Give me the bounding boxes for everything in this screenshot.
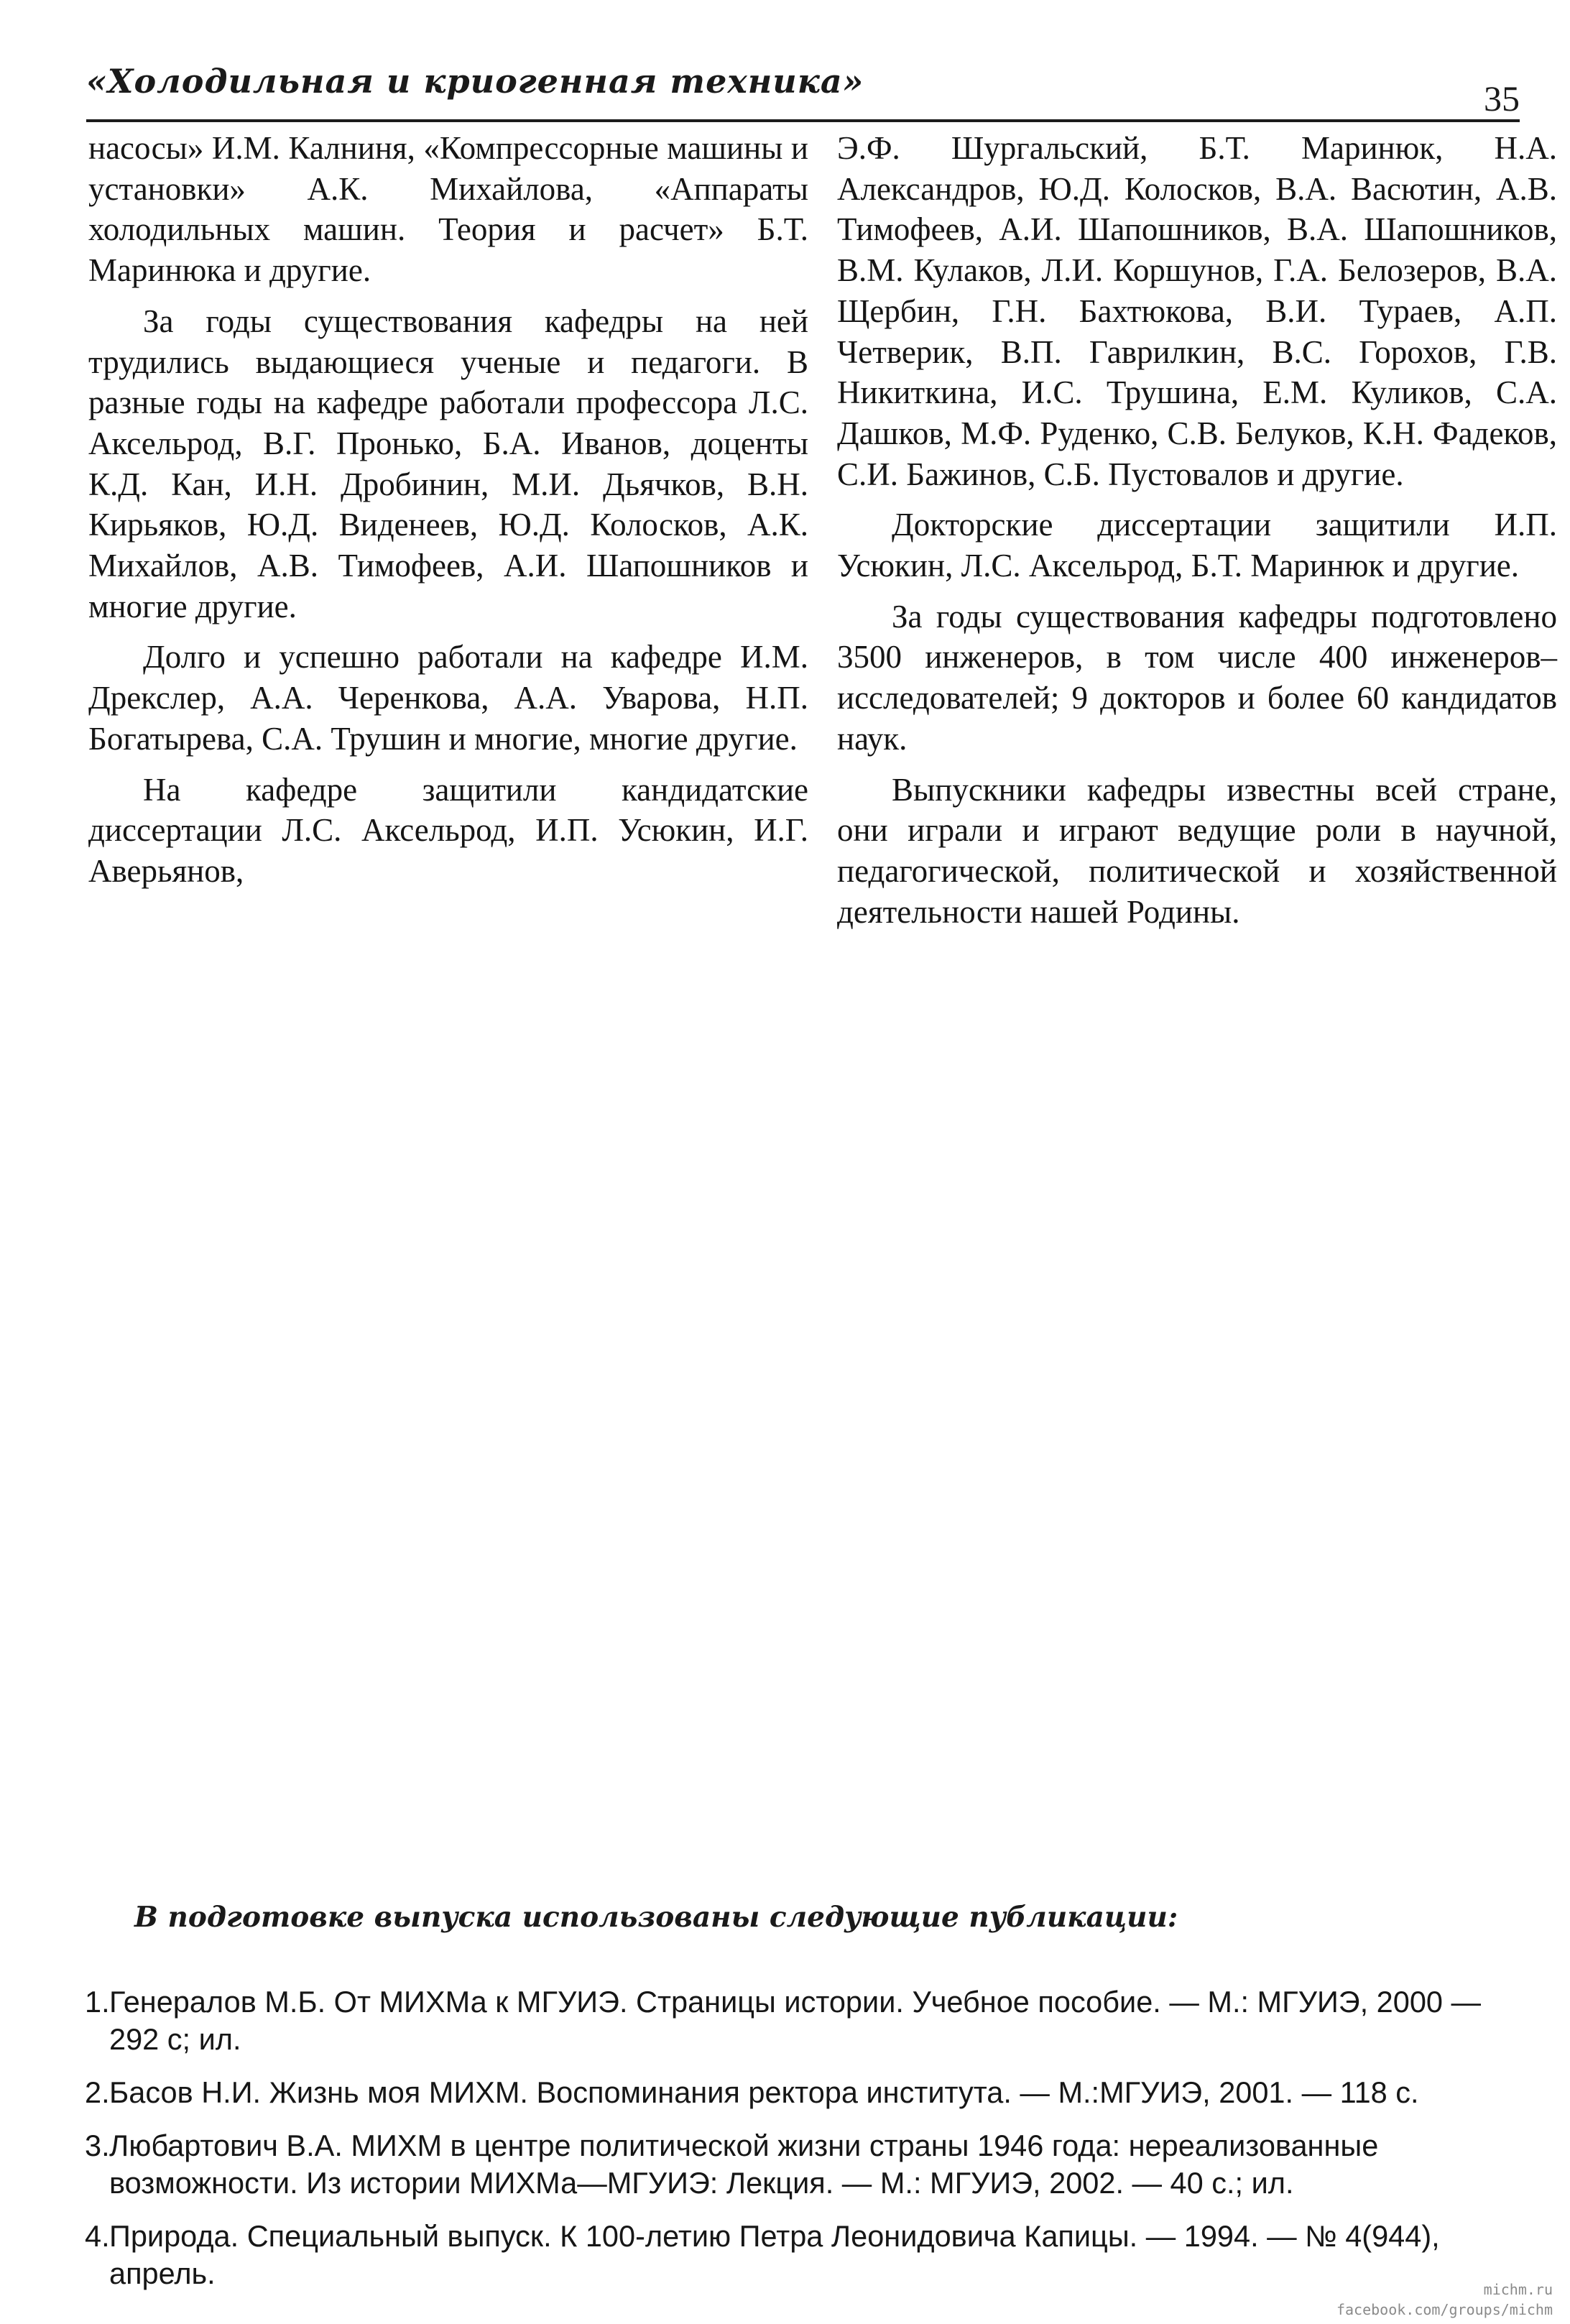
page-header <box>86 62 1520 119</box>
reference-text: Природа. Специальный выпуск. К 100-летию Петра Леонидовича Капицы. — 1994. — № 4(944), апрель. <box>109 2219 1440 2290</box>
reference-number: 4. <box>85 2219 110 2253</box>
references-heading: В подготовке выпуска использованы следующие публикации: <box>134 1901 1178 1934</box>
watermark-site: michm.ru <box>1483 2281 1553 2298</box>
paragraph: За годы существования кафедры подготовлено 3500 инженеров, в том числе 400 инженеров–исследователей; 9 докторов и более 60 кандидатов наук. <box>837 598 1557 757</box>
reference-number: 1. <box>85 1985 110 2019</box>
reference-number: 3. <box>85 2129 110 2162</box>
paragraph: На кафедре защитили кандидатские диссертации Л.С. Аксельрод, И.П. Усюкин, И.Г. Аверьянов, <box>88 771 808 889</box>
left-column <box>88 128 808 902</box>
reference-text: Генералов М.Б. От МИХМа к МГУИЭ. Страницы истории. Учебное пособие. — М.: МГУИЭ, 2000 — 292 с; ил. <box>109 1985 1482 2056</box>
reference-item <box>85 2074 1520 2111</box>
reference-item <box>85 2127 1520 2202</box>
running-title: «Холодильная и криогенная техника» <box>86 62 864 101</box>
right-column <box>837 128 1557 942</box>
reference-text: Любартович В.А. МИХМ в центре политической жизни страны 1946 года: нереализованные возможности. Из истории МИХМа—МГУИЭ: Лекция. — М.: МГУИЭ, 2002. — 40 с.; ил. <box>109 2129 1379 2200</box>
watermark-group: facebook.com/groups/michm <box>1336 2301 1553 2318</box>
watermark <box>1336 2279 1553 2320</box>
paragraph: Выпускники кафедры известны всей стране, они играли и играют ведущие роли в научной, педагогической, политической и хозяйственной деятельности нашей Родины. <box>837 771 1557 930</box>
reference-item <box>85 1983 1520 2058</box>
paragraph: насосы» И.М. Калниня, «Компрессорные машины и установки» А.К. Михайлова, «Аппараты холодильных машин. Теория и расчет» Б.Т. Маринюка и другие. <box>88 130 808 289</box>
paragraph: Долго и успешно работали на кафедре И.М. Дрекслер, А.А. Черенкова, А.А. Уварова, Н.П. Богатырева, С.А. Трушин и многие, многие другие. <box>88 639 808 757</box>
page-number: 35 <box>1484 78 1520 119</box>
reference-number: 2. <box>85 2075 110 2109</box>
paragraph: За годы существования кафедры на ней трудились выдающиеся ученые и педагоги. В разные годы на кафедре работали профессора Л.С. Аксельрод, В.Г. Пронько, Б.А. Иванов, доценты К.Д. Кан, И.Н. Дробинин, М.И. Дьячков, В.Н. Кирьяков, Ю.Д. Виденеев, Ю.Д. Колосков, А.К. Михайлов, А.В. Тимофеев, А.И. Шапошников и многие другие. <box>88 303 808 624</box>
reference-text: Басов Н.И. Жизнь моя МИХМ. Воспоминания ректора института. — М.:МГУИЭ, 2001. — 118 с. <box>109 2075 1419 2109</box>
reference-item <box>85 2218 1520 2292</box>
paragraph: Э.Ф. Шургальский, Б.Т. Маринюк, Н.А. Александров, Ю.Д. Колосков, В.А. Васютин, А.В. Тимофеев, А.И. Шапошников, В.А. Шапошников, В.М. Кулаков, Л.И. Коршунов, Г.А. Белозеров, В.А. Щербин, Г.Н. Бахтюкова, В.И. Тураев, А.П. Четверик, В.П. Гаврилкин, В.С. Горохов, Г.В. Никиткина, И.С. Трушина, Е.М. Куликов, С.А. Дашков, М.Ф. Руденко, С.В. Белуков, К.Н. Фадеков, С.И. Бажинов, С.Б. Пустовалов и другие. <box>837 130 1557 492</box>
paragraph: Докторские диссертации защитили И.П. Усюкин, Л.С. Аксельрод, Б.Т. Маринюк и другие. <box>837 507 1557 584</box>
references-list <box>85 1983 1520 2308</box>
header-rule <box>86 119 1520 122</box>
